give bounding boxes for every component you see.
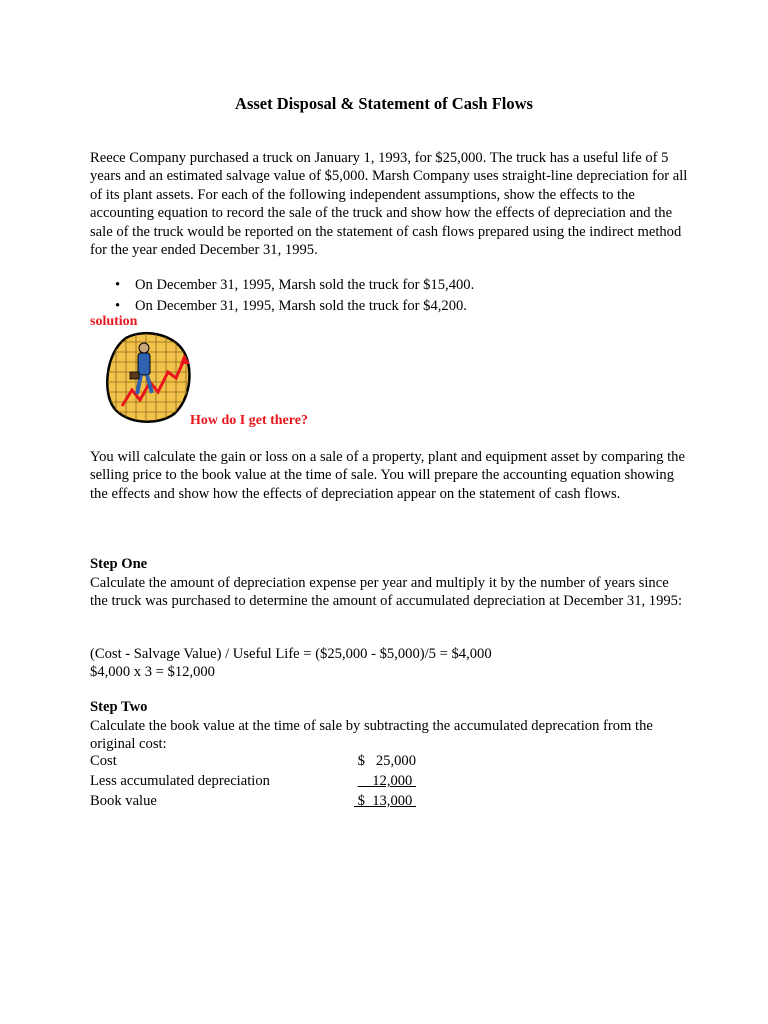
step-two-text: Calculate the book value at the time of sale by subtracting the accumulated deprecation from the original cost: — [90, 718, 653, 753]
businessman-rising-chart-icon — [104, 330, 192, 424]
row-amount: $ 13,000 — [353, 793, 416, 809]
list-item-text: On December 31, 1995, Marsh sold the truck for $15,400. — [135, 277, 475, 293]
list-item — [115, 275, 474, 296]
table-row — [90, 793, 420, 811]
formula-line: (Cost - Salvage Value) / Useful Life = ($25,000 - $5,000)/5 = $4,000 — [90, 646, 492, 662]
page-title: Asset Disposal & Statement of Cash Flows — [235, 94, 533, 113]
intro-paragraph: Reece Company purchased a truck on January 1, 1993, for $25,000. The truck has a useful life of 5 years and an estimated salvage value of $5,000. Marsh Company uses straight-line depreciation for all of its plant assets. For each of the following independent assumptions, show the effects to the accounting equation to record the sale of the truck and show how the effects of depreciation and the sale of the truck would be reported on the statement of cash flows prepared using the indirect method for the year ended December 31, 1995. — [90, 150, 688, 259]
table-row — [90, 753, 420, 771]
list-item-text: On December 31, 1995, Marsh sold the truck for $4,200. — [135, 298, 467, 314]
bullet-icon: • — [115, 298, 121, 314]
solution-link[interactable]: solution — [90, 314, 138, 329]
explanation-paragraph: You will calculate the gain or loss on a sale of a property, plant and equipment asset by comparing the selling price to the book value at the time of sale. You will prepare the accounting equation showing the effects and show how the effects of depreciation appear on the statement of cash flows. — [90, 449, 685, 502]
assumption-list — [115, 275, 474, 317]
table-row — [90, 773, 420, 791]
row-label: Less accumulated depreciation — [90, 773, 270, 789]
step-two-heading: Step Two — [90, 699, 148, 715]
list-item — [115, 296, 474, 317]
depreciation-formula — [90, 645, 492, 682]
row-label: Cost — [90, 753, 117, 769]
how-do-i-get-there-link[interactable]: How do I get there? — [190, 413, 308, 428]
bullet-icon: • — [115, 277, 121, 293]
row-label: Book value — [90, 793, 157, 809]
step-one-heading: Step One — [90, 556, 148, 572]
row-amount: $ 25,000 — [357, 753, 416, 769]
step-one-text: Calculate the amount of depreciation expense per year and multiply it by the number of years since the truck was purchased to determine the amount of accumulated depreciation at December 31, 1995: — [90, 575, 683, 610]
row-amount: 12,000 — [357, 773, 416, 789]
formula-line: $4,000 x 3 = $12,000 — [90, 664, 215, 681]
